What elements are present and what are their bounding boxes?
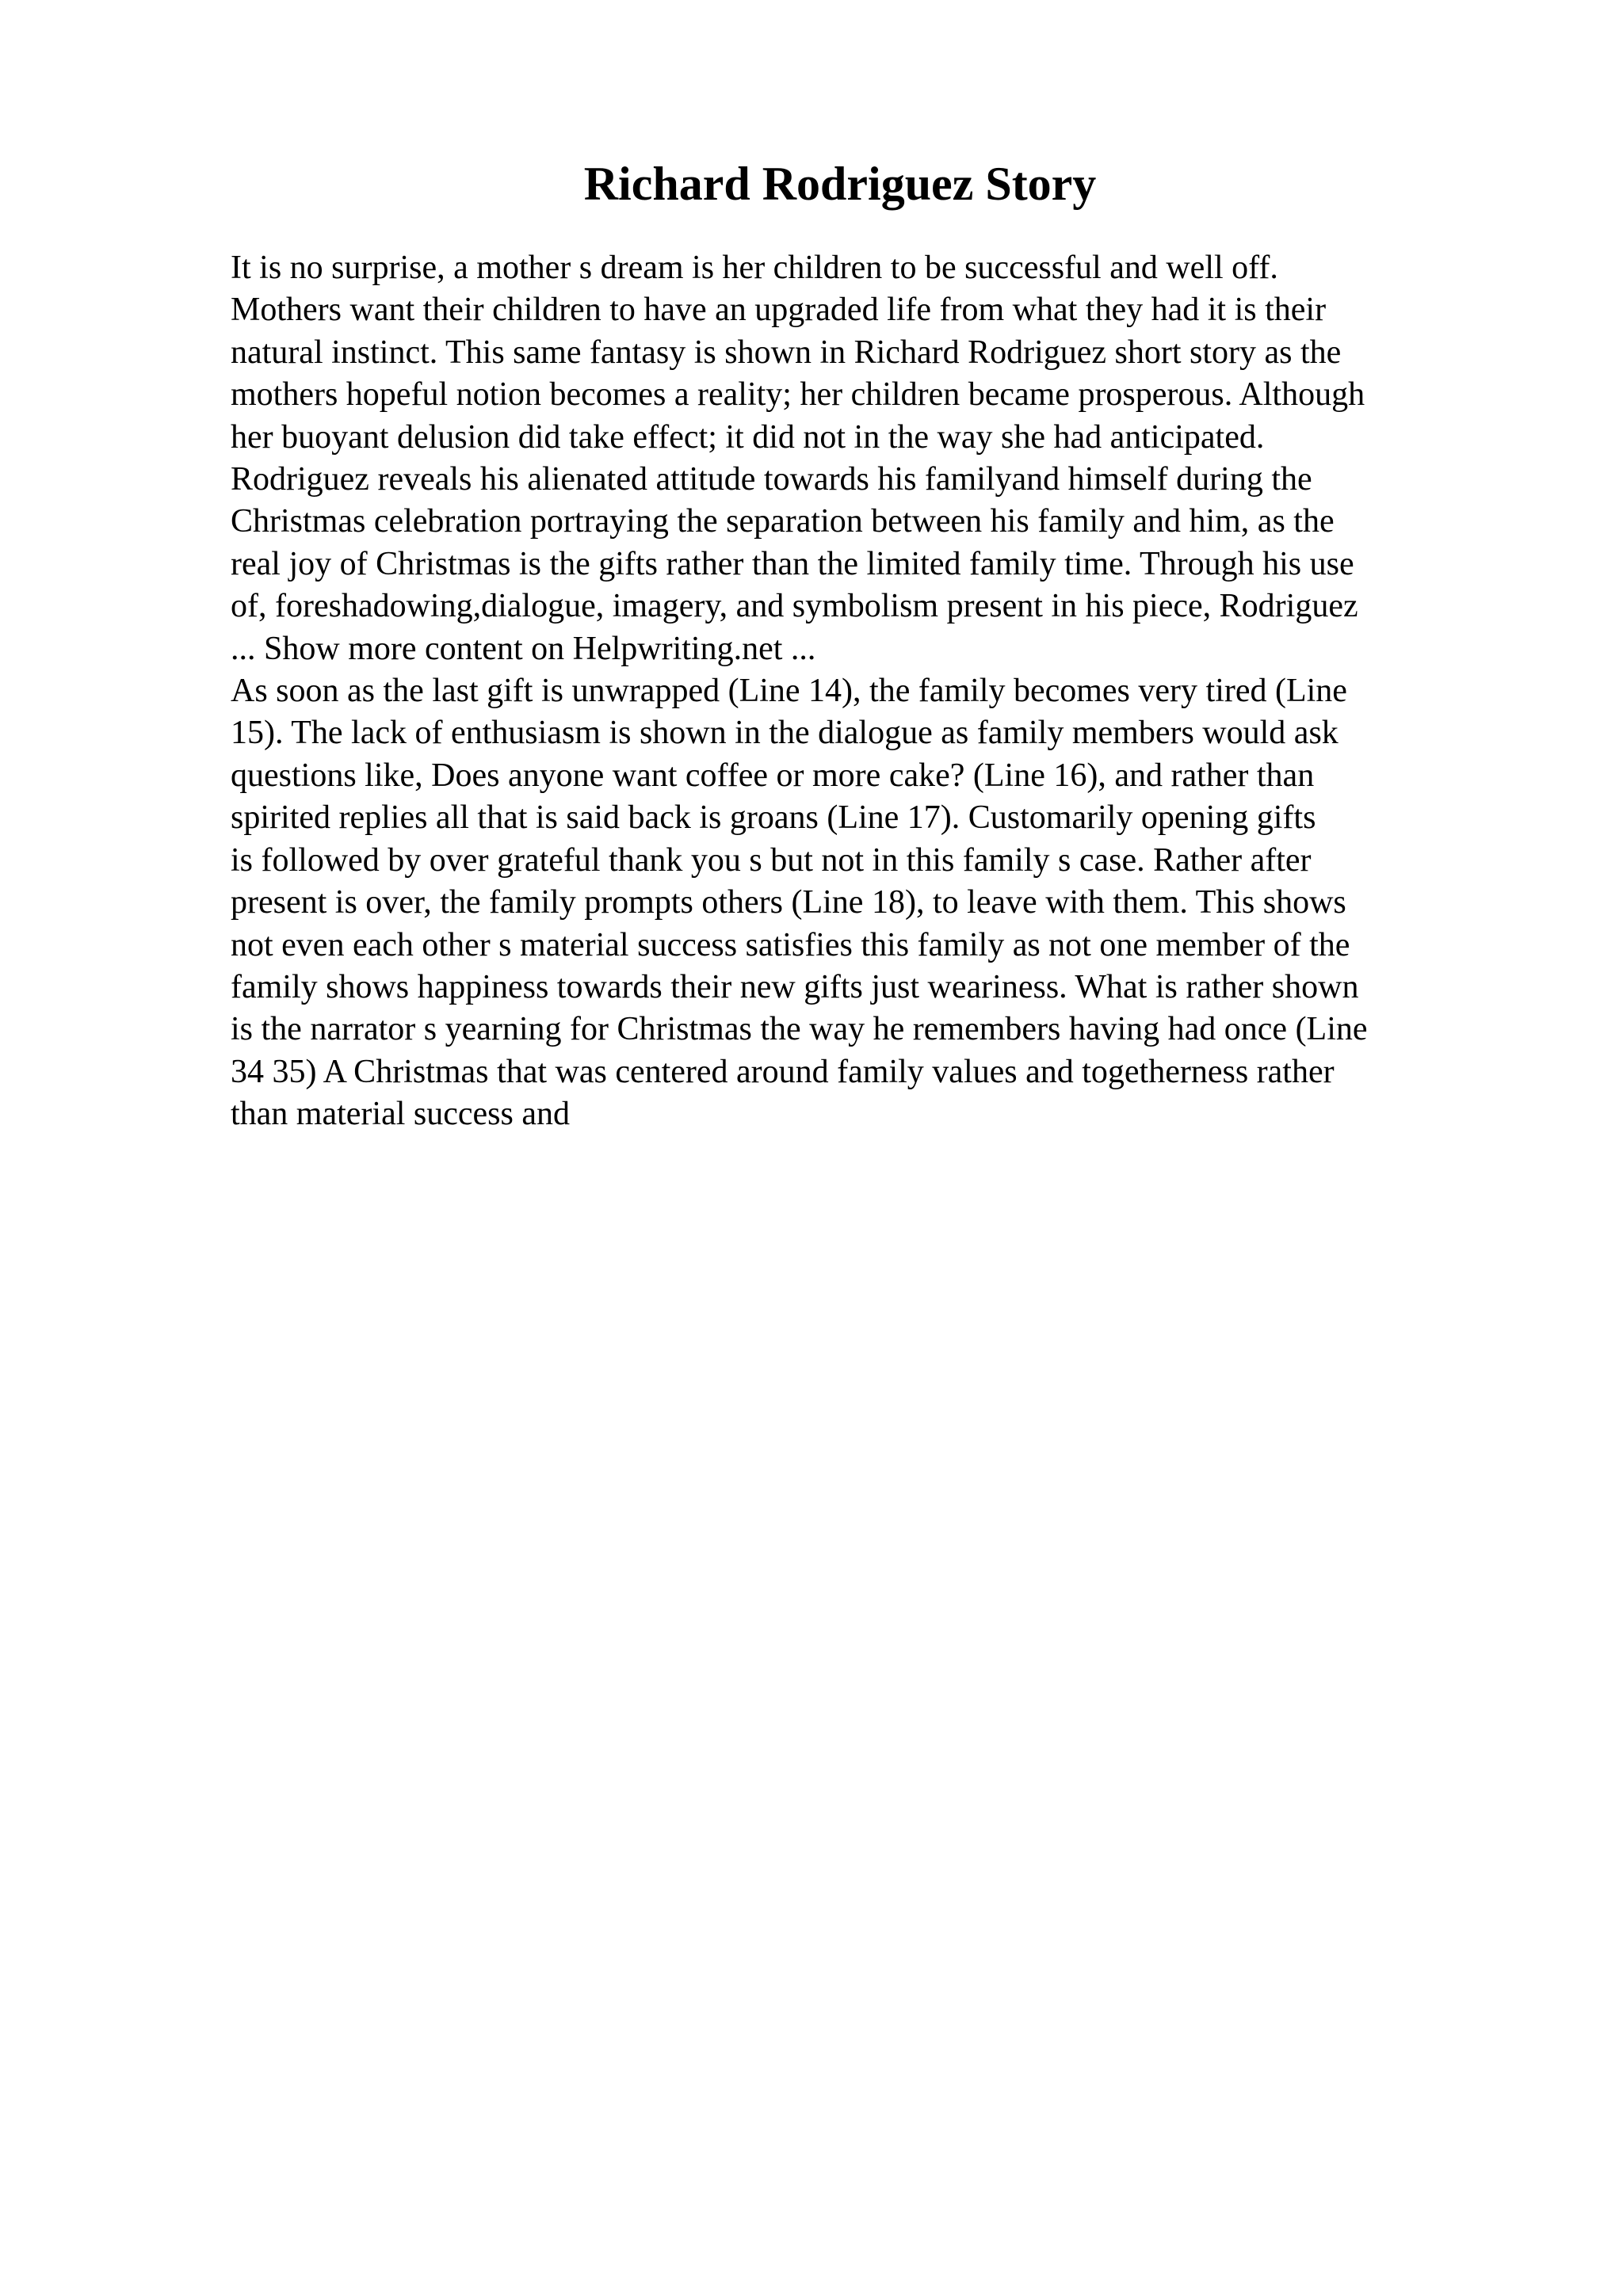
text-line: is followed by over grateful thank you s but not in this family s case. Rather after: [231, 841, 1312, 879]
text-line: of, foreshadowing,dialogue, imagery, and symbolism present in his piece, Rodriguez: [231, 588, 1358, 625]
text-line: questions like, Does anyone want coffee or more cake? (Line 16), and rather than: [231, 757, 1315, 794]
text-line: not even each other s material success satisfies this family as not one member of the: [231, 926, 1350, 963]
text-line: mothers hopeful notion becomes a reality; her children became prosperous. Although: [231, 376, 1365, 414]
show-more-link[interactable]: ... Show more content on Helpwriting.net ...: [231, 630, 816, 667]
text-line: 15). The lack of enthusiasm is shown in the dialogue as family members would ask: [231, 715, 1338, 752]
text-line: is the narrator s yearning for Christmas the way he remembers having had once (Line: [231, 1011, 1368, 1048]
text-line: Mothers want their children to have an upgraded life from what they had it is their: [231, 292, 1327, 329]
text-line: her buoyant delusion did take effect; it did not in the way she had anticipated.: [231, 418, 1265, 456]
text-line: than material success and: [231, 1096, 570, 1133]
text-line: It is no surprise, a mother s dream is her children to be successful and well off.: [231, 250, 1278, 286]
document-title: Richard Rodriguez Story: [583, 158, 1097, 210]
text-line: Christmas celebration portraying the separation between his family and him, as the: [231, 503, 1335, 540]
text-line: real joy of Christmas is the gifts rather than the limited family time. Through his use: [231, 545, 1354, 582]
text-line: spirited replies all that is said back is groans (Line 17). Customarily opening gifts: [231, 799, 1316, 837]
text-line: As soon as the last gift is unwrapped (Line 14), the family becomes very tired (Line: [231, 673, 1347, 710]
text-line: 34 35) A Christmas that was centered around family values and togetherness rather: [231, 1053, 1335, 1090]
text-line: family shows happiness towards their new gifts just weariness. What is rather shown: [231, 968, 1359, 1005]
text-line: natural instinct. This same fantasy is shown in Richard Rodriguez short story as the: [231, 334, 1342, 371]
text-line: present is over, the family prompts others (Line 18), to leave with them. This shows: [231, 884, 1346, 921]
text-line: Rodriguez reveals his alienated attitude towards his familyand himself during the: [231, 461, 1312, 498]
document-body: [231, 247, 1514, 1136]
